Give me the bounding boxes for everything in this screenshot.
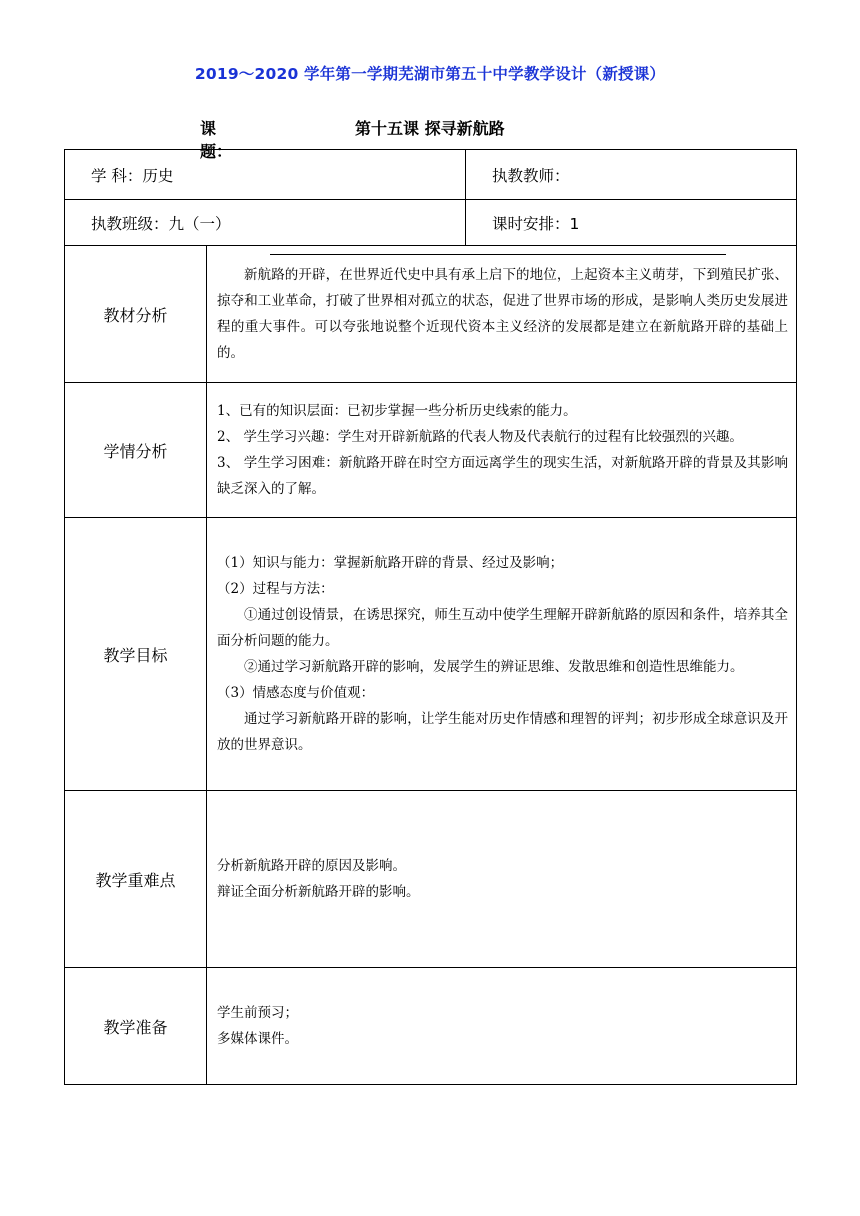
material-row bbox=[65, 246, 797, 383]
students-label: 学情分析 bbox=[65, 383, 207, 518]
goal-3a: 通过学习新航路开辟的影响，让学生能对历史作情感和理智的评判；初步形成全球意识及开放的世界意识。 bbox=[217, 711, 788, 753]
prep-2: 多媒体课件。 bbox=[217, 1031, 298, 1047]
goal-2: （2）过程与方法： bbox=[217, 581, 334, 597]
prep-1: 学生前预习； bbox=[217, 1005, 298, 1021]
students-line-3: 3、 学生学习困难：新航路开辟在时空方面远离学生的现实生活，对新航路开辟的背景及其影响缺乏深入的了解。 bbox=[217, 455, 788, 497]
info-row-1 bbox=[65, 150, 797, 200]
keypoint-2: 辩证全面分析新航路开辟的影响。 bbox=[217, 884, 420, 900]
prep-content bbox=[207, 968, 797, 1085]
material-text: 新航路的开辟，在世界近代史中具有承上启下的地位，上起资本主义萌芽，下到殖民扩张、掠夺和工业革命，打破了世界相对孤立的状态，促进了世界市场的形成，是影响人类历史发展进程的重大事件。可以夸张地说整个近现代资本主义经济的发展都是建立在新航路开辟的基础上的。 bbox=[217, 267, 788, 361]
prep-row bbox=[65, 968, 797, 1085]
goal-3: （3）情感态度与价值观： bbox=[217, 685, 375, 701]
class-cell: 执教班级：九（一） bbox=[65, 200, 466, 246]
goal-1: （1）知识与能力：掌握新航路开辟的背景、经过及影响； bbox=[217, 555, 564, 571]
info-row-2 bbox=[65, 200, 797, 246]
goal-2a: ①通过创设情景，在诱思探究，师生互动中使学生理解开辟新航路的原因和条件，培养其全面分析问题的能力。 bbox=[217, 607, 788, 649]
material-content bbox=[207, 246, 797, 383]
students-line-1: 1、已有的知识层面：已初步掌握一些分析历史线索的能力。 bbox=[217, 403, 577, 419]
teacher-cell: 执教教师： bbox=[466, 150, 797, 200]
document-title: 2019～2020 学年第一学期芜湖市第五十中学教学设计（新授课） bbox=[194, 65, 666, 83]
goals-content bbox=[207, 518, 797, 791]
material-label: 教材分析 bbox=[65, 246, 207, 383]
keypoints-row bbox=[65, 791, 797, 968]
lesson-plan-table bbox=[64, 149, 797, 1085]
students-row bbox=[65, 383, 797, 518]
hours-cell: 课时安排：1 bbox=[466, 200, 797, 246]
prep-label: 教学准备 bbox=[65, 968, 207, 1085]
keypoints-label: 教学重难点 bbox=[65, 791, 207, 968]
students-line-2: 2、 学生学习兴趣：学生对开辟新航路的代表人物及代表航行的过程有比较强烈的兴趣。 bbox=[217, 429, 743, 445]
topic-value: 第十五课 探寻新航路 bbox=[355, 119, 505, 138]
goal-2b: ②通过学习新航路开辟的影响，发展学生的辨证思维、发散思维和创造性思维能力。 bbox=[244, 659, 744, 675]
goals-row bbox=[65, 518, 797, 791]
keypoints-content bbox=[207, 791, 797, 968]
keypoint-1: 分析新航路开辟的原因及影响。 bbox=[217, 858, 406, 874]
students-content bbox=[207, 383, 797, 518]
goals-label: 教学目标 bbox=[65, 518, 207, 791]
subject-cell: 学 科：历史 bbox=[65, 150, 466, 200]
topic-label: 课题： bbox=[200, 119, 233, 161]
